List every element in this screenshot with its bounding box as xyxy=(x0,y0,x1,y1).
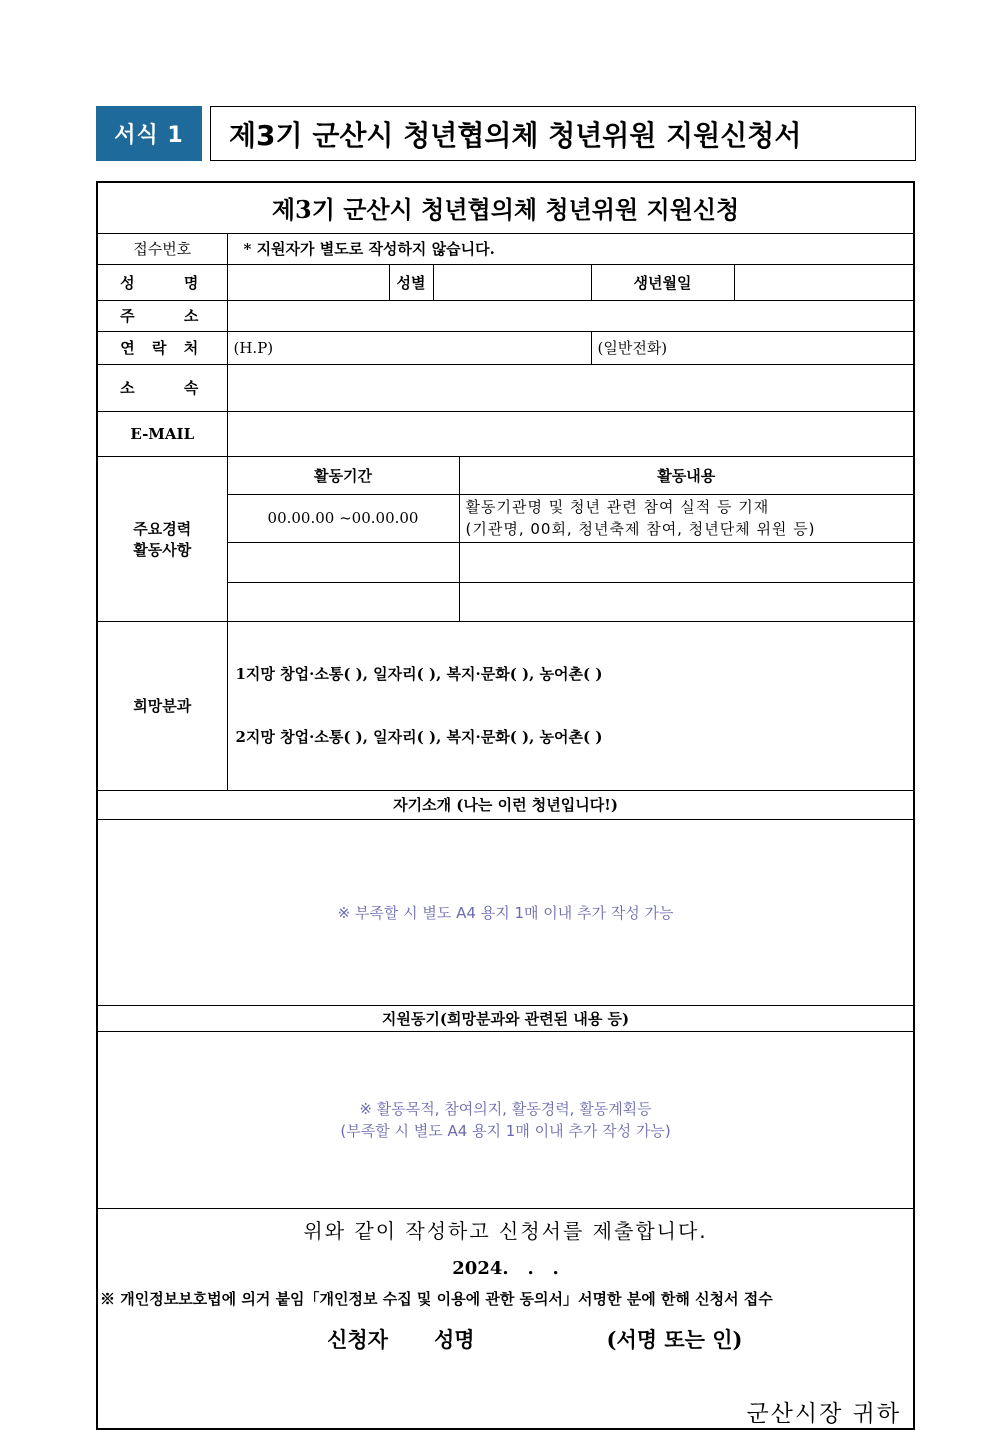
application-date[interactable]: 2024. . . xyxy=(452,1257,559,1279)
name-field[interactable] xyxy=(227,264,389,300)
document-title: 제3기 군산시 청년협의체 청년위원 지원신청서 xyxy=(210,106,916,161)
receipt-number-label: 접수번호 xyxy=(97,233,227,264)
address-field[interactable] xyxy=(227,300,914,331)
addressee: 군산시장 귀하 xyxy=(746,1400,902,1427)
preferred-subcommittee-label: 희망분과 xyxy=(97,621,227,790)
applicant-signature-line[interactable] xyxy=(104,1299,907,1379)
declaration-text: 위와 같이 작성하고 신청서를 제출합니다. xyxy=(303,1218,708,1243)
birthdate-label: 생년월일 xyxy=(591,264,734,300)
email-field[interactable] xyxy=(227,411,914,456)
career-label-line2: 활동사항 xyxy=(133,540,192,559)
form-number-badge: 서식 1 xyxy=(96,106,202,161)
self-introduction-field[interactable] xyxy=(97,819,914,1005)
landline-phone-label: (일반전화) xyxy=(597,339,668,357)
activity-content-cell[interactable] xyxy=(459,582,914,621)
activity-content-cell[interactable] xyxy=(459,494,914,542)
form-title: 제3기 군산시 청년협의체 청년위원 지원신청 xyxy=(97,182,914,233)
address-label: 주 소 xyxy=(97,300,227,331)
privacy-consent-note: ※ 개인정보보호법에 의거 붙임「개인정보 수집 및 이용에 관한 동의서」서명한 분에 한해 신청서 접수 xyxy=(100,1290,773,1308)
preferred-subcommittee-options[interactable] xyxy=(227,621,914,790)
gender-field[interactable] xyxy=(433,264,591,300)
name-label: 성 명 xyxy=(97,264,227,300)
email-label: E-MAIL xyxy=(97,411,227,456)
signature-name-label: 성명 xyxy=(433,1326,475,1352)
activity-period-cell[interactable] xyxy=(227,582,459,621)
contact-label: 연 락 처 xyxy=(97,331,227,364)
application-form-table xyxy=(96,181,915,1430)
activity-content-line2: (기관명, 00회, 청년축제 참여, 청년단체 위원 등) xyxy=(465,520,816,538)
activity-period-cell[interactable] xyxy=(227,542,459,582)
self-introduction-header: 자기소개 (나는 이런 청년입니다!) xyxy=(97,790,914,819)
birthdate-field[interactable] xyxy=(734,264,914,300)
first-choice-line: 1지망 창업·소통( ), 일자리( ), 복지·문화( ), 농어촌( ) xyxy=(235,664,603,683)
affiliation-label: 소 속 xyxy=(97,364,227,411)
motivation-note-line1: ※ 활동목적, 참여의지, 활동경력, 활동계획등 xyxy=(359,1099,652,1118)
activity-period-cell[interactable]: 00.00.00 ~00.00.00 xyxy=(227,494,459,542)
motivation-field[interactable] xyxy=(97,1031,914,1208)
receipt-number-note: * 지원자가 별도로 작성하지 않습니다. xyxy=(227,233,914,264)
applicant-label: 신청자 xyxy=(327,1326,388,1352)
affiliation-field[interactable] xyxy=(227,364,914,411)
motivation-header: 지원동기(희망분과와 관련된 내용 등) xyxy=(97,1005,914,1031)
activity-content-header: 활동내용 xyxy=(459,456,914,494)
career-label xyxy=(97,456,227,621)
activity-period-header: 활동기간 xyxy=(227,456,459,494)
career-label-line1: 주요경력 xyxy=(133,519,192,538)
second-choice-line: 2지망 창업·소통( ), 일자리( ), 복지·문화( ), 농어촌( ) xyxy=(235,727,603,746)
motivation-note-line2: (부족할 시 별도 A4 용지 1매 이내 추가 작성 가능) xyxy=(340,1121,671,1140)
signature-or-seal-note: (서명 또는 인) xyxy=(606,1326,743,1352)
mobile-phone-field[interactable] xyxy=(227,331,591,364)
activity-content-line1: 활동기관명 및 청년 관련 참여 실적 등 기재 xyxy=(465,498,770,516)
landline-phone-field[interactable] xyxy=(591,331,914,364)
mobile-phone-label: (H.P) xyxy=(233,338,274,357)
gender-label: 성별 xyxy=(389,264,433,300)
signature-section xyxy=(97,1208,914,1429)
activity-content-cell[interactable] xyxy=(459,542,914,582)
self-introduction-note: ※ 부족할 시 별도 A4 용지 1매 이내 추가 작성 가능 xyxy=(337,903,674,922)
